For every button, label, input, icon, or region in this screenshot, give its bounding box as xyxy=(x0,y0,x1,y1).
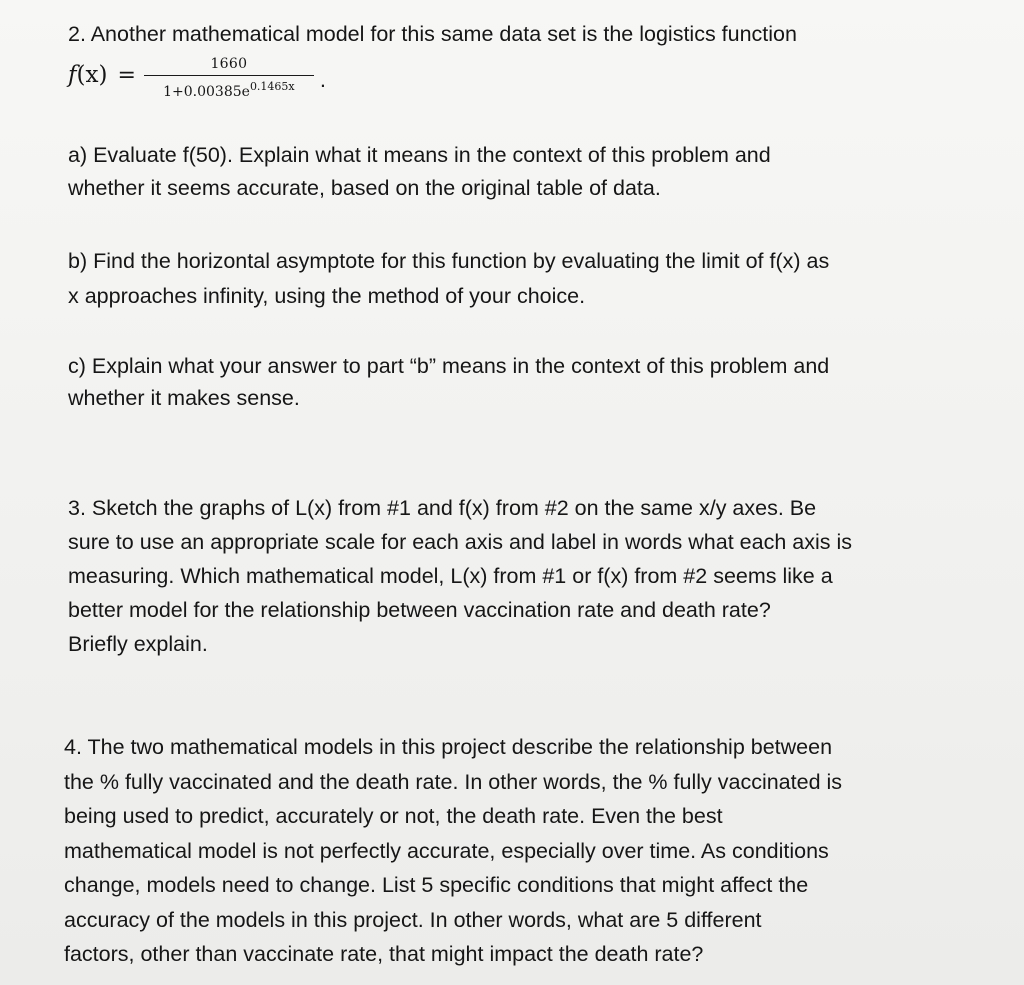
problem-3-line-5: Briefly explain. xyxy=(68,632,208,656)
formula-denominator-base: 1+0.00385e xyxy=(163,84,250,100)
problem-2-part-b xyxy=(68,244,829,314)
formula-var: (x) xyxy=(76,62,108,88)
problem-2-part-a xyxy=(68,139,771,205)
part-c-line-1: c) Explain what your answer to part “b” means in the context of this problem and xyxy=(68,354,830,378)
part-b-line-1: b) Find the horizontal asymptote for this function by evaluating the limit of f(x) as xyxy=(68,249,830,273)
formula-equals: = xyxy=(117,62,136,88)
part-b-line-2: x approaches infinity, using the method of your choice. xyxy=(68,284,586,308)
logistic-formula xyxy=(68,50,326,100)
problem-2-part-c xyxy=(68,350,829,414)
problem-2-intro-line: 2. Another mathematical model for this same data set is the logistics function xyxy=(68,22,797,46)
problem-4-line-3: being used to predict, accurately or not, the death rate. Even the best xyxy=(64,804,723,828)
formula-func: f xyxy=(68,62,77,88)
formula-fraction xyxy=(144,56,314,100)
formula-exponent: 0.1465x xyxy=(249,80,295,93)
problem-4-line-5: change, models need to change. List 5 specific conditions that might affect the xyxy=(64,873,809,897)
problem-4-line-6: accuracy of the models in this project. In other words, what are 5 different xyxy=(64,907,762,932)
problem-4-line-1: 4. The two mathematical models in this project describe the relationship between xyxy=(64,735,833,759)
problem-3-line-3: measuring. Which mathematical model, L(x) from #1 or f(x) from #2 seems like a xyxy=(68,564,833,588)
problem-4-line-2: the % fully vaccinated and the death rate. In other words, the % fully vaccinated is xyxy=(64,769,843,794)
formula-numerator: 1660 xyxy=(210,56,248,72)
part-c-line-2: whether it makes sense. xyxy=(68,386,300,410)
formula-function-name xyxy=(68,62,107,88)
problem-2-intro xyxy=(68,18,797,51)
problem-4 xyxy=(64,730,842,972)
formula-denominator xyxy=(163,76,295,100)
problem-4-line-7: factors, other than vaccinate rate, that might impact the death rate? xyxy=(64,942,704,966)
formula-period: . xyxy=(319,67,326,92)
problem-3 xyxy=(68,491,852,661)
problem-3-line-4: better model for the relationship between vaccination rate and death rate? xyxy=(68,598,771,622)
problem-4-line-4: mathematical model is not perfectly accurate, especially over time. As conditions xyxy=(64,838,829,863)
part-a-line-2: whether it seems accurate, based on the original table of data. xyxy=(68,176,661,200)
problem-3-line-1: 3. Sketch the graphs of L(x) from #1 and f(x) from #2 on the same x/y axes. Be xyxy=(68,496,817,520)
part-a-line-1: a) Evaluate f(50). Explain what it means in the context of this problem and xyxy=(68,143,771,167)
problem-3-line-2: sure to use an appropriate scale for each axis and label in words what each axis is xyxy=(68,530,852,554)
